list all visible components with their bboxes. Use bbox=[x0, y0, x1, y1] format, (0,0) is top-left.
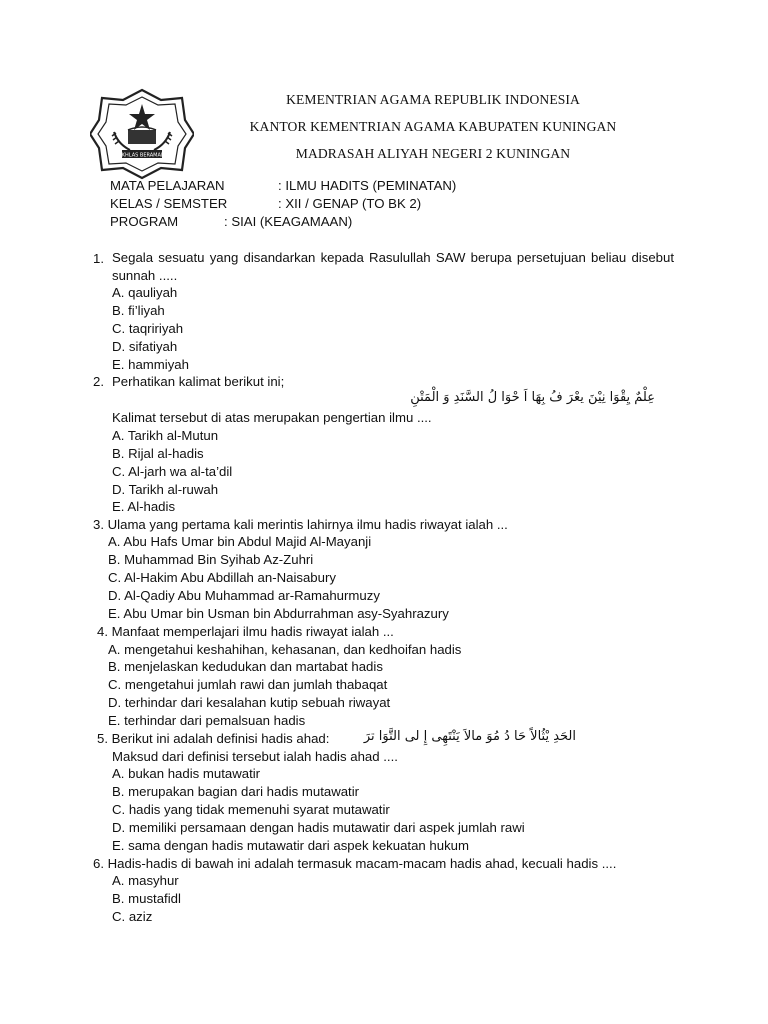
q5-text: 5. Berikut ini adalah definisi hadis ahad: bbox=[97, 731, 330, 746]
q5-option-c: C. hadis yang tidak memenuhi syarat mutawatir bbox=[112, 802, 390, 817]
q3-option-d: D. Al-Qadiy Abu Muhammad ar-Ramahurmuzy bbox=[108, 588, 380, 603]
subject-label: MATA PELAJARAN bbox=[110, 178, 225, 193]
q2-number: 2. bbox=[93, 374, 104, 389]
q1-number: 1. bbox=[93, 251, 104, 266]
class-value: : XII / GENAP (TO BK 2) bbox=[278, 196, 422, 211]
q6-option-c: C. aziz bbox=[112, 909, 153, 924]
q3-option-b: B. Muhammad Bin Syihab Az-Zuhri bbox=[108, 552, 314, 567]
q1-option-a: A. qauliyah bbox=[112, 285, 178, 300]
program-value: : SIAI (KEAGAMAAN) bbox=[224, 214, 353, 229]
q2-option-e: E. Al-hadis bbox=[112, 499, 176, 514]
q1-option-c: C. taqririyah bbox=[112, 321, 184, 336]
q4-option-e: E. terhindar dari pemalsuan hadis bbox=[108, 713, 306, 728]
q3-option-c: C. Al-Hakim Abu Abdillah an-Naisabury bbox=[108, 570, 336, 585]
q2-text2: Kalimat tersebut di atas merupakan pengertian ilmu .... bbox=[112, 410, 432, 425]
school-title: MADRASAH ALIYAH NEGERI 2 KUNINGAN bbox=[295, 146, 571, 161]
subject-value: : ILMU HADITS (PEMINATAN) bbox=[278, 178, 457, 193]
kemenag-logo bbox=[90, 86, 194, 182]
q1-option-e: E. hammiyah bbox=[112, 357, 189, 372]
q4-option-d: D. terhindar dari kesalahan kutip sebuah riwayat bbox=[108, 695, 391, 710]
ministry-title: KEMENTRIAN AGAMA REPUBLIK INDONESIA bbox=[286, 92, 580, 107]
class-label: KELAS / SEMSTER bbox=[110, 196, 228, 211]
q2-option-d: D. Tarikh al-ruwah bbox=[112, 482, 219, 497]
q5-arabic-text: الحَدِ يْثُالاً حَا دُ مُوَ مالاَ يَنْتَهِى إِ لى التَّوَا ترَ bbox=[363, 729, 576, 744]
q5-option-e: E. sama dengan hadis mutawatir dari aspek kekuatan hukum bbox=[112, 838, 469, 853]
q4-option-b: B. menjelaskan kedudukan dan martabat hadis bbox=[108, 659, 383, 674]
q6-option-a: A. masyhur bbox=[112, 873, 179, 888]
q4-text: 4. Manfaat memperlajari ilmu hadis riwayat ialah ... bbox=[97, 624, 394, 639]
q1-option-d: D. sifatiyah bbox=[112, 339, 178, 354]
q1-text: Segala sesuatu yang disandarkan kepada Rasulullah SAW berupa persetujuan beliau disebut sunnah ..... bbox=[112, 250, 674, 283]
q5-option-d: D. memiliki persamaan dengan hadis mutawatir dari aspek jumlah rawi bbox=[112, 820, 525, 835]
office-title: KANTOR KEMENTRIAN AGAMA KABUPATEN KUNINGAN bbox=[249, 119, 617, 134]
program-label: PROGRAM bbox=[110, 214, 179, 229]
q3-option-a: A. Abu Hafs Umar bin Abdul Majid Al-Mayanji bbox=[108, 534, 372, 549]
logo-motto: IKHLAS BERAMAL bbox=[120, 152, 164, 159]
q5-option-a: A. bukan hadis mutawatir bbox=[112, 766, 261, 781]
q2-option-a: A. Tarikh al-Mutun bbox=[112, 428, 219, 443]
q3-text: 3. Ulama yang pertama kali merintis lahirnya ilmu hadis riwayat ialah ... bbox=[93, 517, 508, 532]
q2-option-b: B. Rijal al-hadis bbox=[112, 446, 204, 461]
q2-option-c: C. Al-jarh wa al-ta’dil bbox=[112, 464, 233, 479]
q4-option-a: A. mengetahui keshahihan, kehasanan, dan kedhoifan hadis bbox=[108, 642, 462, 657]
q3-option-e: E. Abu Umar bin Usman bin Abdurrahman asy-Syahrazury bbox=[108, 606, 449, 621]
q6-option-b: B. mustafidl bbox=[112, 891, 181, 906]
q5-text2: Maksud dari definisi tersebut ialah hadis ahad .... bbox=[112, 749, 398, 764]
q4-option-c: C. mengetahui jumlah rawi dan jumlah thabaqat bbox=[108, 677, 388, 692]
q1-option-b: B. fi’liyah bbox=[112, 303, 165, 318]
q2-text: Perhatikan kalimat berikut ini; bbox=[112, 374, 285, 389]
q5-option-b: B. merupakan bagian dari hadis mutawatir bbox=[112, 784, 360, 799]
q2-arabic-text: عِلْمٌ يِقْوَا نِيْنَ يعْرَ فُ بِهَا اَ حْوَا لُ السَّنَدِ وَ الْمَتْنِ bbox=[410, 390, 655, 405]
q6-text: 6. Hadis-hadis di bawah ini adalah termasuk macam-macam hadis ahad, kecuali hadis .... bbox=[93, 856, 617, 871]
